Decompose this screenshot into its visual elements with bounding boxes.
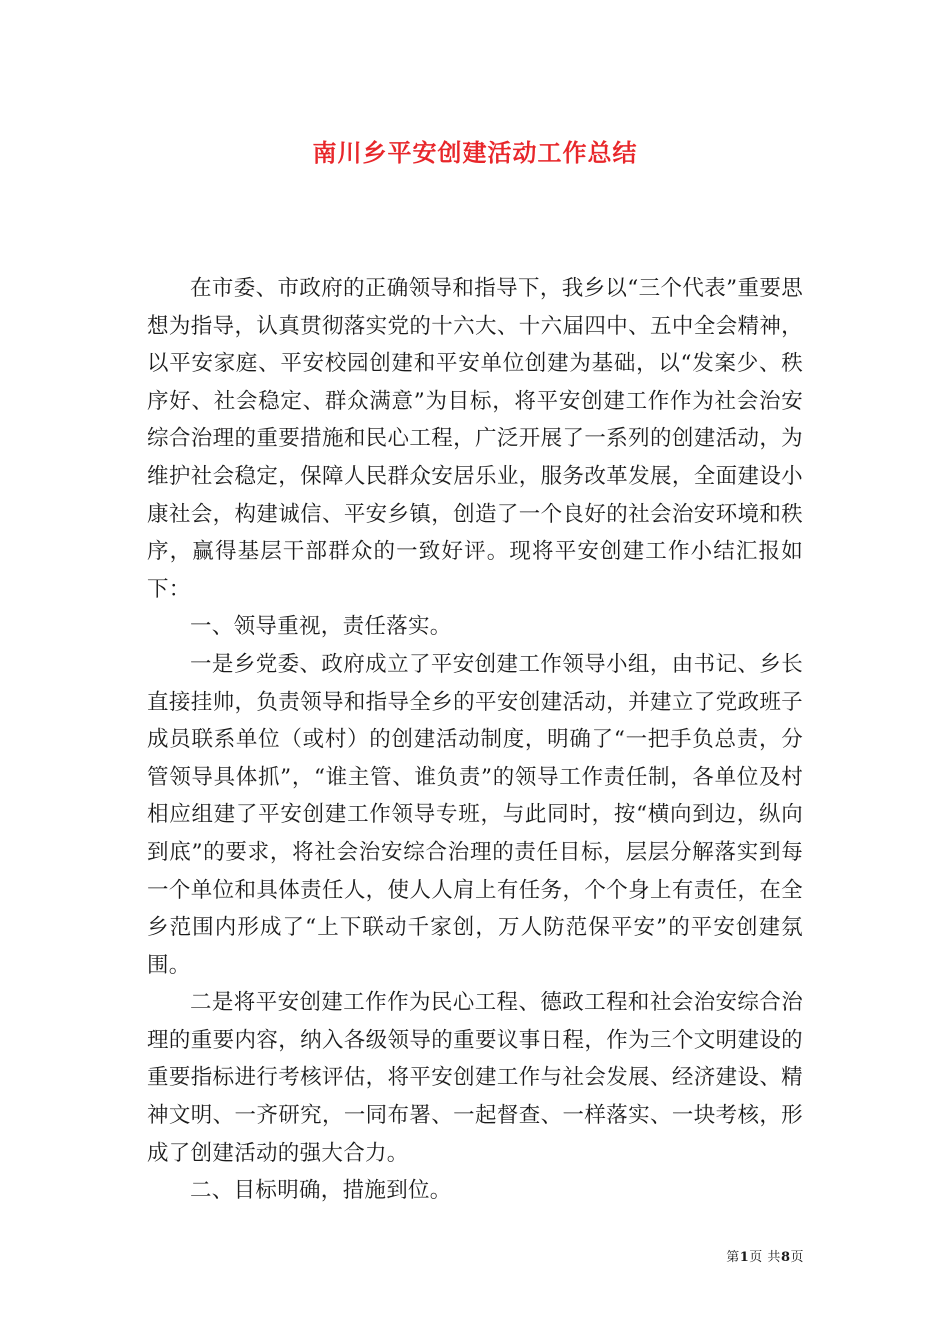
page-number-footer bbox=[726, 1246, 804, 1265]
footer-suffix: 页 bbox=[790, 1250, 804, 1265]
document-title: 南川乡平安创建活动工作总结 bbox=[312, 139, 638, 167]
footer-prefix: 第 bbox=[726, 1250, 740, 1265]
body-paragraph-point-1: 一是乡党委、政府成立了平安创建工作领导小组，由书记、乡长直接挂帅，负责领导和指导全乡的平安创建活动，并建立了党政班子成员联系单位（或村）的创建活动制度，明确了“一把手负总责，分管领导具体抓”，“谁主管、谁负责”的领导工作责任制，各单位及村相应组建了平安创建工作领导专班，与此同时，按“横向到边，纵向到底”的要求，将社会治安综合治理的责任目标，层层分解落实到每一个单位和具体责任人，使人人肩上有任务，个个身上有责任，在全乡范围内形成了“上下联动千家创，万人防范保平安”的平安创建氛围。 bbox=[147, 651, 803, 978]
footer-middle: 页 共 bbox=[749, 1250, 781, 1265]
footer-total-pages: 8 bbox=[780, 1250, 791, 1265]
section-heading-1: 一、领导重视，责任落实。 bbox=[190, 614, 452, 640]
body-paragraph-point-2: 二是将平安创建工作作为民心工程、德政工程和社会治安综合治理的重要内容，纳入各级领导的重要议事日程，作为三个文明建设的重要指标进行考核评估，将平安创建工作与社会发展、经济建设、精神文明、一齐研究，一同布署、一起督查、一样落实、一块考核，形成了创建活动的强大合力。 bbox=[147, 990, 803, 1166]
section-heading-2: 二、目标明确，措施到位。 bbox=[190, 1178, 452, 1204]
body-paragraph-intro: 在市委、市政府的正确领导和指导下，我乡以“三个代表”重要思想为指导，认真贯彻落实党的十六大、十六届四中、五中全会精神，以平安家庭、平安校园创建和平安单位创建为基础，以“发案少、秩序好、社会稳定、群众满意”为目标，将平安创建工作作为社会治安综合治理的重要措施和民心工程，广泛开展了一系列的创建活动，为维护社会稳定，保障人民群众安居乐业，服务改革发展，全面建设小康社会，构建诚信、平安乡镇，创造了一个良好的社会治安环境和秩序，赢得基层干部群众的一致好评。现将平安创建工作小结汇报如下： bbox=[147, 276, 803, 602]
document-body bbox=[147, 270, 803, 1210]
footer-current-page: 1 bbox=[739, 1250, 750, 1265]
